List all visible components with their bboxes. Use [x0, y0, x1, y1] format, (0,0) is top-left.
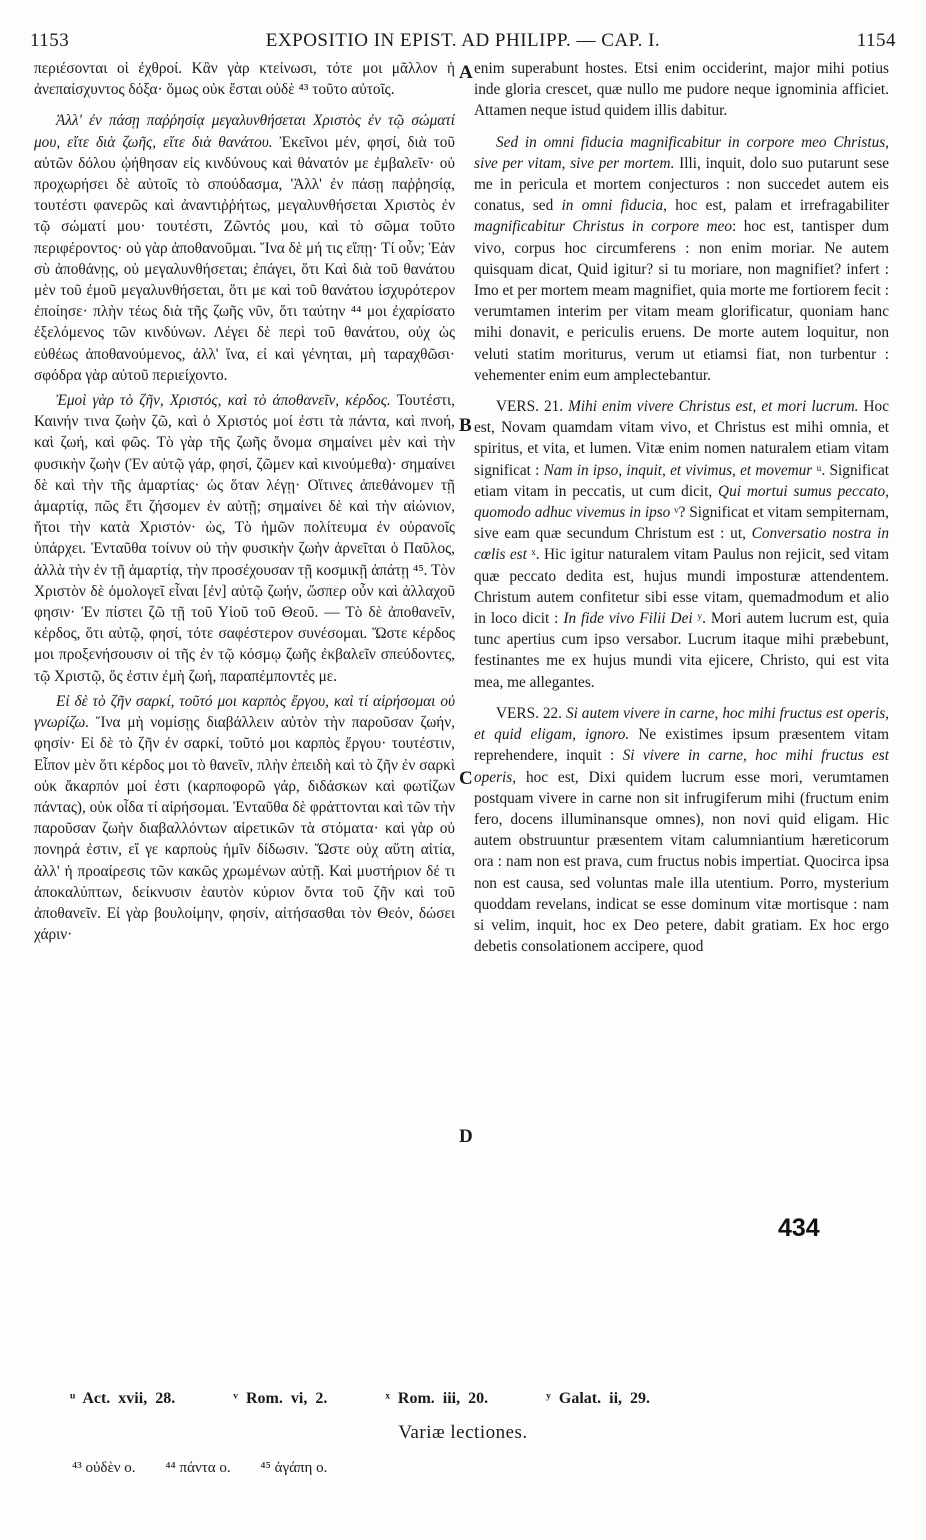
column-number: 434 [778, 1214, 820, 1242]
latin-text: ʸ. Mori autem lucrum est, quia tunc apertius cum ipso versabor. Lucrum itaque mihi præbebunt, festinantes me ex hujus mundi vita ejicere, Christo, qui est vita mea, me allegantes. [474, 610, 889, 691]
greek-paragraph [34, 390, 455, 687]
greek-paragraph: περιέσονται οἱ ἐχθροί. Κἂν γὰρ κτείνωσι, τότε μοι μᾶλλον ἡ ἀνεπαίσχυντος δόξα· ὅμως οὐκ ἔσται οὐδὲ ⁴³ τοῦτο αὐτοῖς. [34, 60, 455, 99]
latin-quote: Qui mortui sumus peccato, quomodo adhuc vivemus in ipso [474, 482, 889, 522]
variae-heading: Variæ lectiones. [398, 1422, 528, 1443]
latin-text: Hoc est, Novam quamdam vitam vivo, et Christus est mihi omnia, et spiritus, et vita, et lumen. Vitæ enim nomen naturalem etiam vitam significat : [474, 398, 889, 479]
latin-text: ᵘ. Significat etiam vitam in peccatis, ut cum dicit, [474, 461, 889, 500]
latin-quote: in omni fiducia [561, 197, 664, 215]
variant-reading: ⁴³ οὐδὲν ο. [72, 1460, 136, 1476]
footnote: ᵘ Act. xvii, 28. [70, 1390, 176, 1407]
footnotes [70, 1390, 890, 1408]
latin-paragraph [474, 132, 889, 386]
page-number-right: 1154 [856, 30, 896, 51]
latin-quote: Conversatio nostra in cœlis est [474, 525, 889, 564]
greek-text: Ἵνα μὴ νομίσῃς διαβάλλειν αὐτὸν τὴν παροῦσαν ζωήν, φησίν· Εἰ δὲ τὸ ζῆν ἐν σαρκί, τοῦτό μοι καρπὸς ἔργου· τουτέστιν, Εἶπον μὲν ὅτι κέρδος μοι τὸ θανεῖν, πλὴν ἐπειδὴ καὶ τὸ ζῆν ἐν σαρκὶ οὐκ ἄκαρπόν μοί ἐστι (καρποφορῶ γάρ, διδάσκων καὶ φωτίζων πάντας), οὐκ οἶδα τί αἱρήσομαι. Ἐνταῦθα δὲ φράττονται καὶ τῶν τὴν παροῦσαν ζωὴν διαβαλλόντων αἱρετικῶν τὰ στόματα· καὶ γὰρ οὐ πονηρά ἐστιν, εἴ γε καρποὺς ἡμῖν δίδωσιν. Ὥστε οὐχ αὕτη αἰτία, ἀλλ' ἡ προαίρεσις τῶν κακῶς χρωμένων αὐτῇ. Καὶ μυστήριον δέ τι ἀποκαλύπτων, δείκνυσιν ἑαυτὸν κύριον ὄντα τοῦ ζῆν καὶ τοῦ ἀποθανεῖν. Εἰ γὰρ βουλοίμην, φησίν, αἰτήσασθαι τὸν Θεόν, δώσει χάριν· [34, 714, 455, 944]
latin-text: , hoc est, Dixi quidem lucrum esse mori, verumtamen postquam vivere in carne non sit infrugiferum mihi (fructum enim fero, docens illuminansque omnes), non novi quid eligam. Hic autem obstruuntur præsentem vitam calumniantium hæreticorum ora : nam non est prava, cum fructus nobis impertiat. Quocirca ipsa non est causa, sed voluntas male illa utentium. Porro, mysterium quoddam revelans, indicat se esse dominum vitæ mortisque : nam si velim, inquit, hoc ex Deo petere, dabit gratiam. Ex hoc ergo debetis consolationem accipere, quod [474, 768, 889, 956]
variae-list [72, 1460, 872, 1477]
greek-lemma: Ἀλλ' ἐν πάσῃ παῤῥησίᾳ μεγαλυνθήσεται Χριστὸς ἐν τῷ σώματί μου, εἴτε διὰ ζωῆς, εἴτε διὰ θανάτου. [34, 112, 455, 151]
running-header [30, 30, 896, 56]
latin-quote: Nam in ipso, inquit, et vivimus, et movemur [543, 461, 813, 479]
latin-text: Ne existimes ipsum præsentem vitam reprehendere, inquit : [474, 726, 890, 765]
greek-column [34, 58, 455, 945]
greek-text: Τουτέστι, Καινήν τινα ζωὴν ζῶ, καὶ ὁ Χριστός μοί ἐστι τὰ πάντα, καὶ πνοή, καὶ ζωή, καὶ φῶς. Τὸ γὰρ τῆς ζωῆς ὄνομα σημαίνει μὲν καὶ τὴν φυσικὴν ζωὴν (Ἐν αὐτῷ γάρ, φησί, ζῶμεν καὶ κινούμεθα)· σημαίνει δὲ καὶ τὴν τῆς ἁμαρτίας· ὡς ὅταν λέγῃ· Οἵτινες ἀπεθάνομεν τῇ ἁμαρτίᾳ, πῶς ἔτι ζήσομεν ἐν αὐτῇ; σημαίνει δὲ καὶ τὴν αἰώνιον, ἤτοι τὴν κατὰ Χριστόν· ὡς, Τὸ ἡμῶν πολίτευμα ἐν οὐρανοῖς ὑπάρχει. Ἐνταῦθα τοίνυν οὐ τὴν φυσικὴν ζωὴν ἀρνεῖται ὁ Παῦλος, ἀλλὰ τὴν ἐν τῇ ἁμαρτίᾳ, τὴν προσέχουσαν τῇ κοσμικῇ ἀπάτῃ ⁴⁵. Τὸν Χριστὸν δὲ ὁμολογεῖ εἶναι [ἐν] αὐτῷ ζωήν, ὥσπερ οὖν καὶ ἀλλαχοῦ φησιν· Ἐν πίστει ζῶ τῇ τοῦ Υἱοῦ τοῦ Θεοῦ. — Τὸ δὲ ἀποθανεῖν, κέρδος, ὅτι αὐτῷ, φησί, τότε σαφέστερον συνέσομαι. Ὥστε κέρδος μοι προξενήσουσιν οἱ τῆς ἐν τῷ κόσμῳ ζωῆς ἐκβαλεῖν σπεύδοντες, τῷ Χριστῷ, ὅς ἐστιν ἐμὴ ζωή, παραπέμποντές με. [34, 392, 455, 685]
latin-quote: Si vivere in carne, hoc mihi fructus est operis [474, 747, 889, 786]
latin-paragraph: enim superabunt hostes. Etsi enim occiderint, major mihi potius inde gloria crescet, quæ nullo me pudore neque ignominia afficiet. Attamen neque istud quidem illis dabitur. [474, 60, 889, 120]
running-title: EXPOSITIO IN EPIST. AD PHILIPP. — CAP. I. [265, 30, 661, 51]
page-number-left: 1153 [30, 30, 70, 51]
column-marker-d: D [459, 1126, 473, 1147]
greek-lemma: Ἐμοὶ γὰρ τὸ ζῆν, Χριστός, καὶ τὸ ἀποθανεῖν, κέρδος. [56, 392, 391, 410]
latin-text: Illi, inquit, dolo suo putarunt sese me in pericula et mortem conjecturos : non succedet autem eis conatus, sed [474, 154, 889, 215]
latin-column [474, 58, 889, 957]
latin-lemma: Si autem vivere in carne, hoc [562, 704, 745, 722]
latin-quote: magnificabitur Christus in corpore meo [474, 218, 732, 236]
greek-lemma: Εἰ δὲ τὸ ζῆν σαρκί, τοῦτό μοι καρπὸς ἔργου, καὶ τί αἱρήσομαι οὐ γνωρίζω. [34, 692, 455, 732]
latin-text: ᵛ? Significat et vitam sempiternam, sive eam quæ secundum Christum est : ut, [474, 504, 889, 543]
latin-lemma: mihi fructus est operis, et quid eligam, ignoro. [474, 704, 889, 744]
latin-lemma: Sed in omni fiducia magnificabitur in corpore meo Christus, sive per vitam, sive per mortem. [474, 133, 889, 172]
footnote: ʸ Galat. ii, 29. [546, 1390, 651, 1407]
verse-number: VERS. 22. [496, 704, 562, 722]
latin-paragraph [474, 703, 889, 957]
footnote: ˣ Rom. iii, 20. [385, 1390, 489, 1407]
latin-text: : hoc est, tantisper dum vivo, corpus hoc circumferens : non enim moriar. Ne autem quisquam dicat, Quid igitur? si tu moriare, non magnifiet? infert : Imo et per mortem meam magnifiet, quia morte me fortiorem fecit : verumtamen interim per vitam meam glorificatur, quoniam hanc mihi donavit, e periculis eruens. De morte autem loquitur, non veluti statim moriturus, verum ut etiamsi fiat, non turbentur : vehementer enim eum amplectebantur. [474, 218, 889, 384]
footnote: ᵛ Rom. vi, 2. [233, 1390, 328, 1407]
latin-quote: In fide vivo Filii Dei [563, 610, 693, 628]
greek-text: Ἐκεῖνοι μέν, φησί, διὰ τοῦ αὐτῶν δόλου ᾠήθησαν εἰς κινδύνους καὶ θάνατόν με ἐμβαλεῖν· οὐ προχωρήσει δὲ αὐτοῖς τὸ σπούδασμα, 'Ἀλλ' ἐν πάσῃ παῤῥησίᾳ, τουτέστι φανερῶς καὶ ἀναντιῤῥήτως, μεγαλυνθήσεται Χριστὸς ἐν τῷ σώματί μου· τουτέστι, Ζῶντός μου, καὶ τὸ σῶμα τοῦτο περιφέροντος· οὐ γὰρ ἀποθανοῦμαι. Ἵνα δὲ μή τις εἴπῃ· Τί οὖν; Ἐὰν σὺ ἀποθάνῃς, οὐ μεγαλυνθήσεται; ἐπάγει, ὅτι Καὶ διὰ τοῦ θανάτου μὲν τοῦ ἐμοῦ μεγαλυνθήσεται, ὅτι με καὶ τοῦ θανάτου ἰσχυρότερον ἐποίησε· πλὴν τέως διὰ τῆς ζωῆς νῦν, ὅτι ταύτην ⁴⁴ μοι ἐχαρίσατο ἐξελόμενος τῶν κινδύνων. Λέγει δὲ περὶ τοῦ θανάτου, οὐχ ὡς εὐθέως ἀποθανούμενος, ἀλλ' ἵνα, εἰ καὶ γένηται, μὴ ταραχθῶσι· σφόδρα γὰρ αὐτοῦ περιείχοντο. [34, 133, 455, 384]
column-marker-c: C [459, 768, 473, 789]
variant-reading: ⁴⁴ πάντα ο. [165, 1460, 231, 1476]
verse-number: VERS. 21. [496, 398, 564, 416]
greek-paragraph [34, 691, 455, 945]
latin-lemma: Mihi enim vivere Christus est, et mori lucrum. [563, 398, 859, 416]
column-marker-b: B [459, 415, 472, 436]
column-marker-a: A [459, 62, 473, 83]
latin-text: ˣ. Hic igitur naturalem vitam Paulus non rejicit, sed vitam quæ peccato dedita est, hujus mundi imposturæ attendentem. Christum autem confitetur sibi esse vitam, quemadmodum et alio in loco dicit : [474, 546, 889, 628]
greek-paragraph [34, 110, 455, 386]
latin-paragraph [474, 396, 889, 693]
variant-reading: ⁴⁵ ἀγάπη ο. [260, 1460, 328, 1476]
latin-text: , hoc est, palam et irrefragabiliter [663, 197, 889, 215]
